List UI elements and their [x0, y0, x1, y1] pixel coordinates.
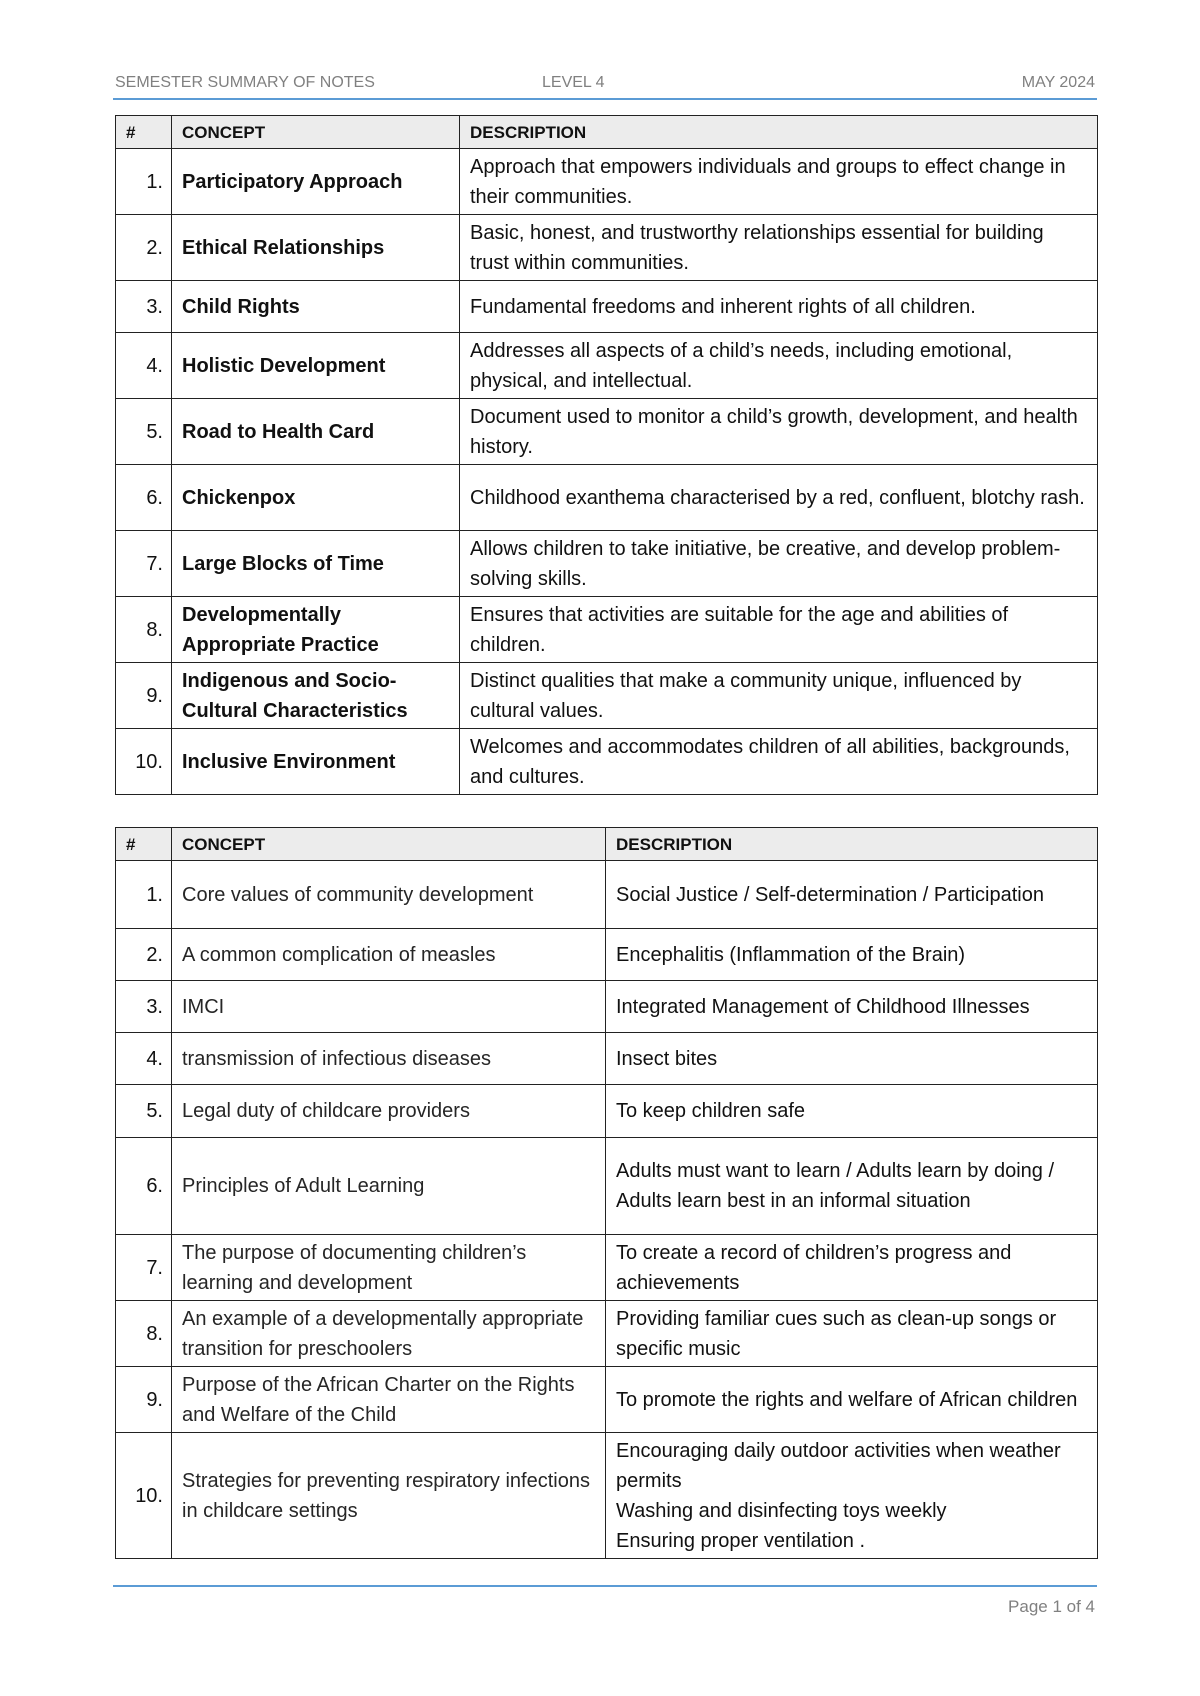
row-concept: transmission of infectious diseases [172, 1033, 606, 1085]
column-header-description: DESCRIPTION [460, 116, 1098, 149]
row-description: Encephalitis (Inflammation of the Brain) [606, 929, 1098, 981]
column-header-concept: CONCEPT [172, 116, 460, 149]
row-description: Integrated Management of Childhood Illnesses [606, 981, 1098, 1033]
table-row [116, 399, 1098, 465]
row-number: 2. [116, 215, 172, 281]
row-concept: Strategies for preventing respiratory infections in childcare settings [172, 1433, 606, 1559]
table-row [116, 597, 1098, 663]
row-number: 3. [116, 281, 172, 333]
page-header [113, 70, 1097, 100]
header-date: MAY 2024 [1021, 74, 1095, 91]
table-row [116, 1033, 1098, 1085]
table-row [116, 729, 1098, 795]
description-line: Ensuring proper ventilation . [616, 1529, 866, 1552]
row-number: 6. [116, 465, 172, 531]
row-description [606, 1433, 1098, 1559]
row-description: Approach that empowers individuals and groups to effect change in their communities. [460, 149, 1098, 215]
column-header-description: DESCRIPTION [606, 828, 1098, 861]
table-header-row [116, 828, 1098, 861]
row-description: Distinct qualities that make a community unique, influenced by cultural values. [460, 663, 1098, 729]
concepts-table-2 [115, 827, 1098, 1559]
row-concept: Chickenpox [172, 465, 460, 531]
table-row [116, 663, 1098, 729]
row-concept: Legal duty of childcare providers [172, 1085, 606, 1138]
table-row [116, 861, 1098, 929]
row-number: 9. [116, 1367, 172, 1433]
table-row [116, 531, 1098, 597]
row-number: 7. [116, 1235, 172, 1301]
table-row [116, 1367, 1098, 1433]
row-description: Document used to monitor a child’s growth, development, and health history. [460, 399, 1098, 465]
row-concept: Developmentally Appropriate Practice [172, 597, 460, 663]
page-number: Page 1 of 4 [1008, 1597, 1095, 1616]
row-concept: Large Blocks of Time [172, 531, 460, 597]
row-concept: Participatory Approach [172, 149, 460, 215]
row-description: Addresses all aspects of a child’s needs, including emotional, physical, and intellectual. [460, 333, 1098, 399]
table-row [116, 1138, 1098, 1235]
row-number: 2. [116, 929, 172, 981]
table-row [116, 1085, 1098, 1138]
row-number: 6. [116, 1138, 172, 1235]
table-row [116, 333, 1098, 399]
row-description: To create a record of children’s progress and achievements [606, 1235, 1098, 1301]
row-concept: Ethical Relationships [172, 215, 460, 281]
table-row [116, 929, 1098, 981]
description-line: Encouraging daily outdoor activities when weather permits [616, 1439, 1061, 1492]
row-concept: Child Rights [172, 281, 460, 333]
row-number: 1. [116, 149, 172, 215]
table-row [116, 981, 1098, 1033]
column-header-number: # [116, 116, 172, 149]
row-number: 9. [116, 663, 172, 729]
row-concept: IMCI [172, 981, 606, 1033]
row-number: 8. [116, 1301, 172, 1367]
row-description: To keep children safe [606, 1085, 1098, 1138]
table-header-row [116, 116, 1098, 149]
row-concept: Principles of Adult Learning [172, 1138, 606, 1235]
header-title: SEMESTER SUMMARY OF NOTES [115, 74, 375, 91]
table-row [116, 281, 1098, 333]
table-row [116, 1301, 1098, 1367]
table-row [116, 1433, 1098, 1559]
row-concept: Purpose of the African Charter on the Rights and Welfare of the Child [172, 1367, 606, 1433]
row-description: Providing familiar cues such as clean-up songs or specific music [606, 1301, 1098, 1367]
row-description: Insect bites [606, 1033, 1098, 1085]
row-concept: Indigenous and Socio-Cultural Characteristics [172, 663, 460, 729]
table-row [116, 215, 1098, 281]
row-description: Basic, honest, and trustworthy relationships essential for building trust within communities. [460, 215, 1098, 281]
row-number: 5. [116, 1085, 172, 1138]
row-description: Allows children to take initiative, be creative, and develop problem-solving skills. [460, 531, 1098, 597]
row-concept: Inclusive Environment [172, 729, 460, 795]
row-number: 8. [116, 597, 172, 663]
description-line: Washing and disinfecting toys weekly [616, 1499, 947, 1522]
row-description: Welcomes and accommodates children of all abilities, backgrounds, and cultures. [460, 729, 1098, 795]
row-description: Ensures that activities are suitable for the age and abilities of children. [460, 597, 1098, 663]
row-number: 7. [116, 531, 172, 597]
row-number: 3. [116, 981, 172, 1033]
row-concept: Holistic Development [172, 333, 460, 399]
row-description: Fundamental freedoms and inherent rights of all children. [460, 281, 1098, 333]
row-number: 10. [116, 729, 172, 795]
row-concept: The purpose of documenting children’s learning and development [172, 1235, 606, 1301]
row-description: Adults must want to learn / Adults learn by doing / Adults learn best in an informal situation [606, 1138, 1098, 1235]
row-number: 5. [116, 399, 172, 465]
concepts-table-1 [115, 115, 1098, 795]
table-row [116, 149, 1098, 215]
page-footer [113, 1585, 1097, 1616]
row-concept: Core values of community development [172, 861, 606, 929]
row-concept: Road to Health Card [172, 399, 460, 465]
row-concept: A common complication of measles [172, 929, 606, 981]
table-row [116, 1235, 1098, 1301]
row-description: Social Justice / Self-determination / Participation [606, 861, 1098, 929]
row-number: 4. [116, 333, 172, 399]
column-header-number: # [116, 828, 172, 861]
column-header-concept: CONCEPT [172, 828, 606, 861]
row-number: 4. [116, 1033, 172, 1085]
header-level: LEVEL 4 [542, 74, 605, 91]
table-row [116, 465, 1098, 531]
row-description: Childhood exanthema characterised by a red, confluent, blotchy rash. [460, 465, 1098, 531]
row-number: 10. [116, 1433, 172, 1559]
row-description: To promote the rights and welfare of African children [606, 1367, 1098, 1433]
row-concept: An example of a developmentally appropriate transition for preschoolers [172, 1301, 606, 1367]
row-number: 1. [116, 861, 172, 929]
